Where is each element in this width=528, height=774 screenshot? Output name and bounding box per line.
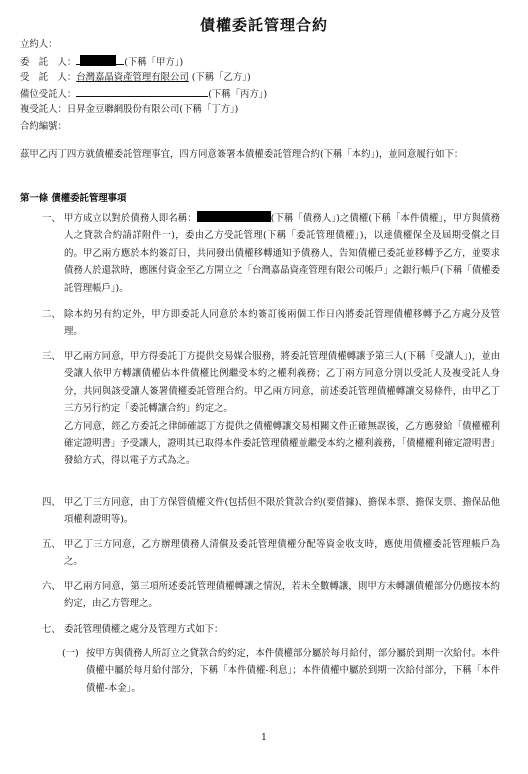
- party-trustee-label: 受 託 人：: [20, 72, 77, 83]
- clause-7-subitem-1: [62, 645, 500, 697]
- party-sub-trustee-name: 日昇金豆聯網股份有限公司: [66, 104, 180, 115]
- party-sub-trustee-suffix: (下稱「丁方」): [179, 104, 239, 115]
- contract-number-label: 合約編號：: [20, 121, 67, 132]
- subitem-1-number: (一): [62, 648, 79, 659]
- party-backup-trustee-label: 備位受託人：: [20, 89, 77, 100]
- party-sub-trustee: [20, 103, 238, 116]
- clause-2: [42, 306, 500, 341]
- party-entrustor-label: 委 託 人：: [20, 57, 77, 68]
- clause-6-number: 六、: [42, 581, 61, 592]
- clause-4: [42, 494, 500, 529]
- party-sub-trustee-label: 複受託人：: [20, 104, 67, 115]
- party-backup-trustee-suffix: (下稱「丙方」): [208, 89, 268, 100]
- clause-5-number: 五、: [42, 539, 61, 550]
- redacted-entrustor-name: [80, 55, 116, 66]
- party-trustee-suffix: (下稱「乙方」): [191, 72, 251, 83]
- document-title: 債權委託管理合約: [199, 16, 328, 34]
- redacted-debtor-name: [197, 211, 271, 222]
- clause-2-text: 除本約另有約定外，甲方即委託人同意於本約簽訂後兩個工作日內將委託管理債權移轉予乙方處分及管理。: [64, 309, 500, 338]
- clause-7-number: 七、: [42, 624, 61, 635]
- party-trustee: [20, 71, 251, 84]
- clause-6-text: 甲乙兩方同意，第三項所述委託管理債權轉讓之情況，若未全數轉讓，則甲方未轉讓債權部分仍應按本約約定，由乙方管理之。: [64, 581, 500, 610]
- clause-4-text: 甲乙丁三方同意，由丁方保管債權文件(包括但不限於貸款合約(要借據)、擔保本票、擔保支票、擔保品他項權利證明等)。: [64, 497, 500, 526]
- page-number: 1: [261, 733, 267, 743]
- section-1-heading: 第一條 債權委託管理事項: [20, 193, 127, 204]
- clause-5-text: 甲乙丁三方同意，乙方辦理債務人清償及委託管理債權分配等資金收支時，應使用債權委託管理帳戶為之。: [64, 539, 500, 568]
- clause-4-number: 四、: [42, 497, 61, 508]
- subitem-1-text: 按甲方與債務人所訂立之貸款合約約定，本件債權部分屬於每月給付，部分屬於到期一次給付。本件債權中屬於每月給付部分，下稱「本件債權-利息」；本件債權中屬於到期一次給付部分，下稱「本件債權-本金」。: [86, 648, 500, 694]
- clause-6: [42, 578, 500, 613]
- clause-1: [42, 210, 500, 297]
- clause-2-number: 二、: [42, 309, 61, 320]
- party-entrustor: [20, 55, 183, 69]
- clause-5: [42, 536, 500, 571]
- clause-7-text: 委託管理債權之處分及管理方式如下：: [64, 624, 224, 635]
- party-trustee-name: 台灣嘉晶資產管理有限公司: [76, 72, 189, 83]
- clause-1-number: 一、: [42, 213, 61, 224]
- clause-3: [42, 348, 500, 470]
- clause-7: [42, 621, 500, 638]
- clause-1-text-pre: 甲方成立以對於債務人即名稱：: [64, 213, 197, 224]
- clause-1-text-post: (下稱「債務人」)之債權(下稱「本件債權」，甲方與債務人之貸款合約請詳附件一)，委由乙方受託管理(下稱「委託管理債權」)，以達債權保全及屆期受償之目的。甲乙兩方應於本約簽訂日，共同發出債權移轉通知予債務人，告知債權已委託並移轉予乙方，並要求債務人於還款時，應匯付資金至乙方開立之「台灣嘉晶資產管理有限公司帳戶」之銀行帳戶(下稱「債權委託管理帳戶」)。: [64, 213, 500, 294]
- clause-3-text-b: 乙方同意，經乙方委託之律師確認丁方提供之債權轉讓交易相關文件正確無誤後，乙方應發給「債權權利確定證明書」予受讓人，證明其已取得本件委託管理債權並繼受本約之權利義務，「債權權利確定證明書」發給方式，得以電子方式為之。: [64, 420, 500, 467]
- backup-trustee-blank: [76, 87, 208, 97]
- clause-3-text-a: 甲乙兩方同意，甲方得委託丁方提供交易媒合服務，將委託管理債權轉讓予第三人(下稱「受讓人」)，並由受讓人依甲方轉讓債權佔本件債權比例繼受本約之權利義務；乙丁兩方同意分別以受託人及複受託人身分，共同與該受讓人簽署債權委託管理合約。甲乙兩方同意，前述委託管理債權轉讓交易條件，由甲乙丁三方另行約定「委託轉讓合約」約定之。: [64, 351, 500, 415]
- intro-paragraph: 茲甲乙丙丁四方就債權委託管理事宜，四方同意簽署本債權委託管理合約(下稱「本約」)，並同意履行如下：: [20, 149, 464, 160]
- clause-3-number: 三、: [42, 351, 61, 362]
- parties-header: 立約人：: [20, 39, 58, 50]
- clause-1-text: [64, 210, 500, 297]
- party-backup-trustee: [20, 87, 267, 101]
- party-entrustor-suffix: (下稱「甲方」): [124, 57, 184, 68]
